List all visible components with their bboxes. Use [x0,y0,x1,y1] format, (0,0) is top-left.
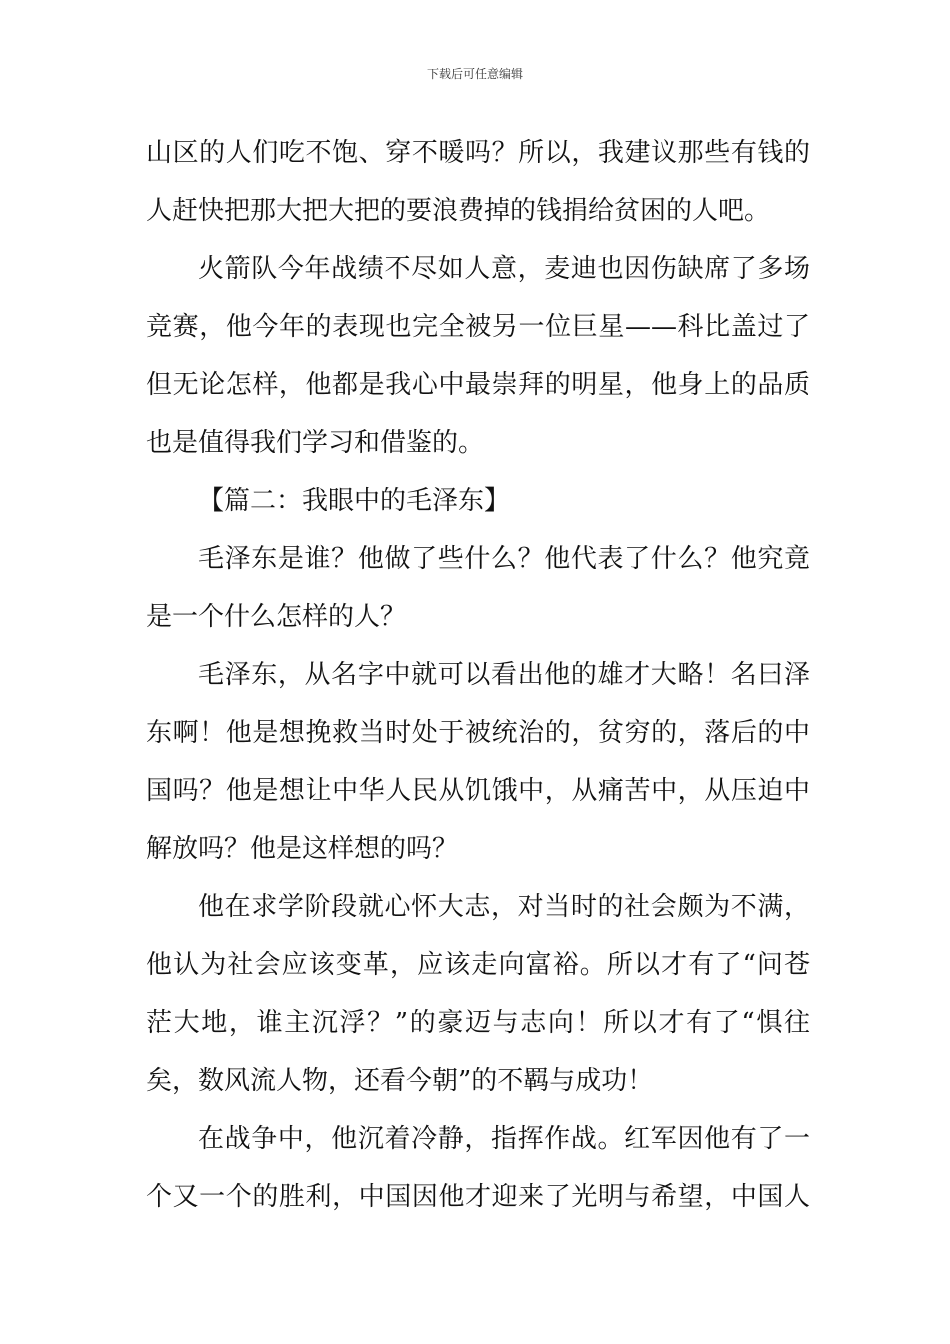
text-line: 个又一个的胜利，中国因他才迎来了光明与希望，中国人 [146,1182,810,1212]
section-heading: 【篇二：我眼中的毛泽东】 [198,486,511,516]
text-line: 但无论怎样，他都是我心中最崇拜的明星，他身上的品质 [146,370,810,400]
text-line: 山区的人们吃不饱、穿不暖吗？所以，我建议那些有钱的 [146,138,810,168]
text-line: 竞赛，他今年的表现也完全被另一位巨星——科比盖过了 [146,312,810,342]
document-body [146,124,810,1226]
text-line: 毛泽东是谁？他做了些什么？他代表了什么？他究竟 [198,544,810,574]
text-line: 毛泽东，从名字中就可以看出他的雄才大略！名曰泽 [198,660,810,690]
text-line: 也是值得我们学习和借鉴的。 [146,428,485,458]
text-line: 在战争中，他沉着冷静，指挥作战。红军因他有了一 [198,1124,810,1154]
text-line: 他认为社会应该变革，应该走向富裕。所以才有了“问苍 [146,950,810,980]
text-line: 国吗？他是想让中华人民从饥饿中，从痛苦中，从压迫中 [146,776,810,806]
text-line: 他在求学阶段就心怀大志，对当时的社会颇为不满， [198,892,810,922]
text-line: 矣，数风流人物，还看今朝”的不羁与成功！ [146,1066,654,1096]
text-line: 火箭队今年战绩不尽如人意，麦迪也因伤缺席了多场 [198,254,810,284]
text-line: 解放吗？他是这样想的吗？ [146,834,459,864]
page-header: 下载后可任意编辑 [426,67,523,81]
text-line: 人赶快把那大把大把的要浪费掉的钱捐给贫困的人吧。 [146,196,771,226]
text-line: 东啊！他是想挽救当时处于被统治的，贫穷的，落后的中 [146,718,810,748]
text-line: 是一个什么怎样的人？ [146,602,407,632]
text-line: 茫大地，谁主沉浮？”的豪迈与志向！所以才有了“惧往 [146,1008,810,1038]
